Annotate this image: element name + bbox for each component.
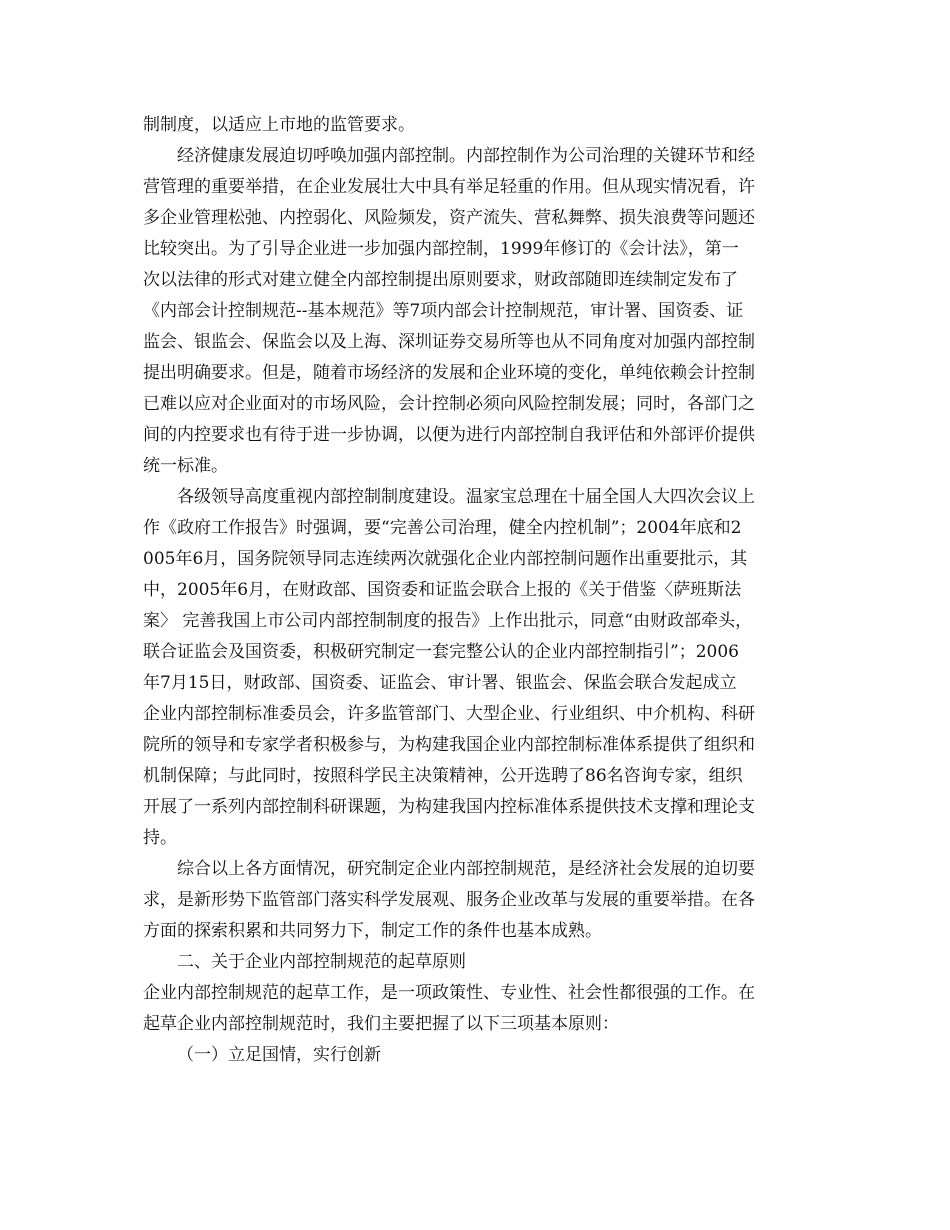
text-line: 作《政府工作报告》时强调，要“完善公司治理，健全内控机制”；2004年底和2 [143,518,742,538]
text-line: 案〉 完善我国上市公司内部控制制度的报告》上作出批示，同意“由财政部牵头， [143,611,753,631]
text-line: 企业内部控制规范的起草工作，是一项政策性、专业性、社会性都很强的工作。在 [143,983,755,1003]
text-line: 起草企业内部控制规范时，我们主要把握了以下三项基本原则： [143,1014,619,1034]
text-line: 中，2005年6月，在财政部、国资委和证监会联合上报的《关于借鉴〈萨班斯法 [143,580,742,600]
section-heading: 二、关于企业内部控制规范的起草原则 [177,952,466,972]
text-line: 机制保障；与此同时，按照科学民主决策精神，公开选聘了86名咨询专家，组织 [143,766,743,786]
text-line: 开展了一系列内部控制科研课题，为构建我国内控标准体系提供技术支撑和理论支 [143,797,755,817]
text-line: 方面的探索积累和共同努力下，制定工作的条件也基本成熟。 [143,921,602,941]
text-line: 持。 [143,828,177,848]
paragraph-start: 综合以上各方面情况，研究制定企业内部控制规范，是经济社会发展的迫切要 [177,859,755,879]
text-line: 联合证监会及国资委，积极研究制定一套完整公认的企业内部控制指引”；2006 [143,642,739,662]
subsection-heading: （一）立足国情，实行创新 [177,1045,381,1065]
paragraph-start: 经济健康发展迫切呼唤加强内部控制。内部控制作为公司治理的关键环节和经 [177,146,755,166]
text-line: 次以法律的形式对建立健全内部控制提出原则要求，财政部随即连续制定发布了 [143,270,738,290]
paragraph-start: 各级领导高度重视内部控制制度建设。温家宝总理在十届全国人大四次会议上 [177,487,755,507]
text-line: 《内部会计控制规范--基本规范》等7项内部会计控制规范，审计署、国资委、证 [143,301,744,321]
text-line: 提出明确要求。但是，随着市场经济的发展和企业环境的变化，单纯依赖会计控制 [143,363,755,383]
text-line: 005年6月，国务院领导同志连续两次就强化企业内部控制问题作出重要批示，其 [143,549,748,569]
text-line: 监会、银监会、保监会以及上海、深圳证券交易所等也从不同角度对加强内部控制 [143,332,755,352]
text-line: 比较突出。为了引导企业进一步加强内部控制，1999年修订的《会计法》，第一 [143,239,739,259]
text-line: 年7月15日，财政部、国资委、证监会、审计署、银监会、保监会联合发起成立 [143,673,737,693]
text-line: 统一标准。 [143,456,228,476]
text-line: 求，是新形势下监管部门落实科学发展观、服务企业改革与发展的重要举措。在各 [143,890,755,910]
text-line: 间的内控要求也有待于进一步协调，以便为进行内部控制自我评估和外部评价提供 [143,425,755,445]
text-line: 制制度，以适应上市地的监管要求。 [143,115,415,135]
text-line: 已难以应对企业面对的市场风险，会计控制必须向风险控制发展；同时，各部门之 [143,394,755,414]
text-line: 院所的领导和专家学者积极参与，为构建我国企业内部控制标准体系提供了组织和 [143,735,755,755]
text-line: 营管理的重要举措，在企业发展壮大中具有举足轻重的作用。但从现实情况看，许 [143,177,755,197]
text-line: 多企业管理松弛、内控弱化、风险频发，资产流失、营私舞弊、损失浪费等问题还 [143,208,755,228]
text-line: 企业内部控制标准委员会，许多监管部门、大型企业、行业组织、中介机构、科研 [143,704,755,724]
